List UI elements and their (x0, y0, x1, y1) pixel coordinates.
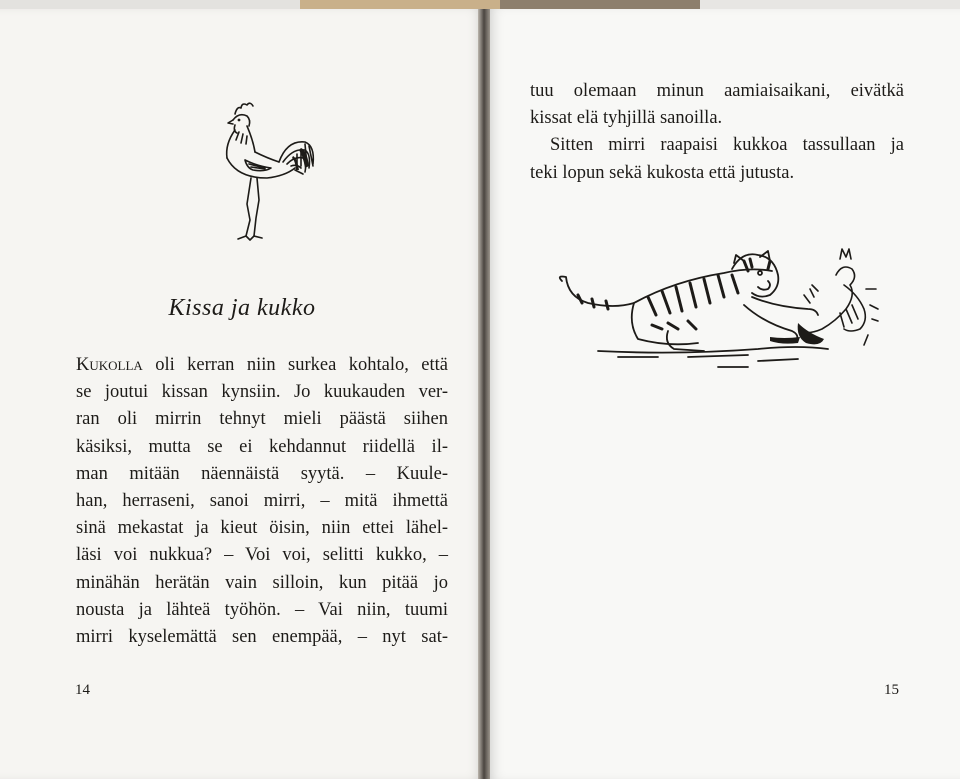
dropcap-word: Kukolla (76, 355, 143, 375)
page-number-right: 15 (884, 682, 899, 698)
text-line: läsi voi nukkua? – Voi voi, selitti kukko, – (76, 545, 448, 566)
text-line: Kukolla oli kerran niin surkea kohtalo, että (76, 355, 448, 375)
text-line: man mitään näennäistä syytä. – Kuule- (76, 463, 448, 484)
tiger-cat-attacking-rooster-icon (548, 245, 888, 385)
story-title: Kissa ja kukko (168, 295, 316, 321)
text-line: se joutui kissan kynsiin. Jo kuukauden ver- (76, 382, 448, 403)
text-line: nousta ja lähteä työhön. – Vai niin, tuumi (76, 599, 448, 620)
text-line: sinä mekastat ja kieut öisin, niin ettei lähel- (76, 518, 448, 539)
rooster-icon (205, 100, 320, 245)
text-line: han, herraseni, sanoi mirri, – mitä ihmettä (76, 490, 448, 511)
book-gutter (478, 9, 490, 779)
story-paragraph-right (530, 78, 904, 187)
text-line: ran oli mirrin tehnyt mieli päästä siihen (76, 409, 448, 430)
text-line: Sitten mirri raapaisi kukkoa tassullaan ja (550, 135, 904, 156)
text-line: tuu olemaan minun aamiaisaikani, eivätkä (530, 81, 904, 101)
text-line: teki lopun sekä kukosta että jutusta. (530, 162, 795, 183)
text-line: kissat elä tyhjillä sanoilla. (530, 108, 723, 129)
scan-top-edge (0, 0, 960, 9)
text-line: käsiksi, mutta se ei kehdannut riidellä il- (76, 436, 448, 457)
page-number-left: 14 (75, 682, 90, 698)
story-paragraph-left (76, 352, 448, 651)
text-line: minähän herätän vain silloin, kun pitää jo (76, 572, 448, 593)
text-line: mirri kyselemättä sen enempää, – nyt sat- (76, 626, 448, 647)
